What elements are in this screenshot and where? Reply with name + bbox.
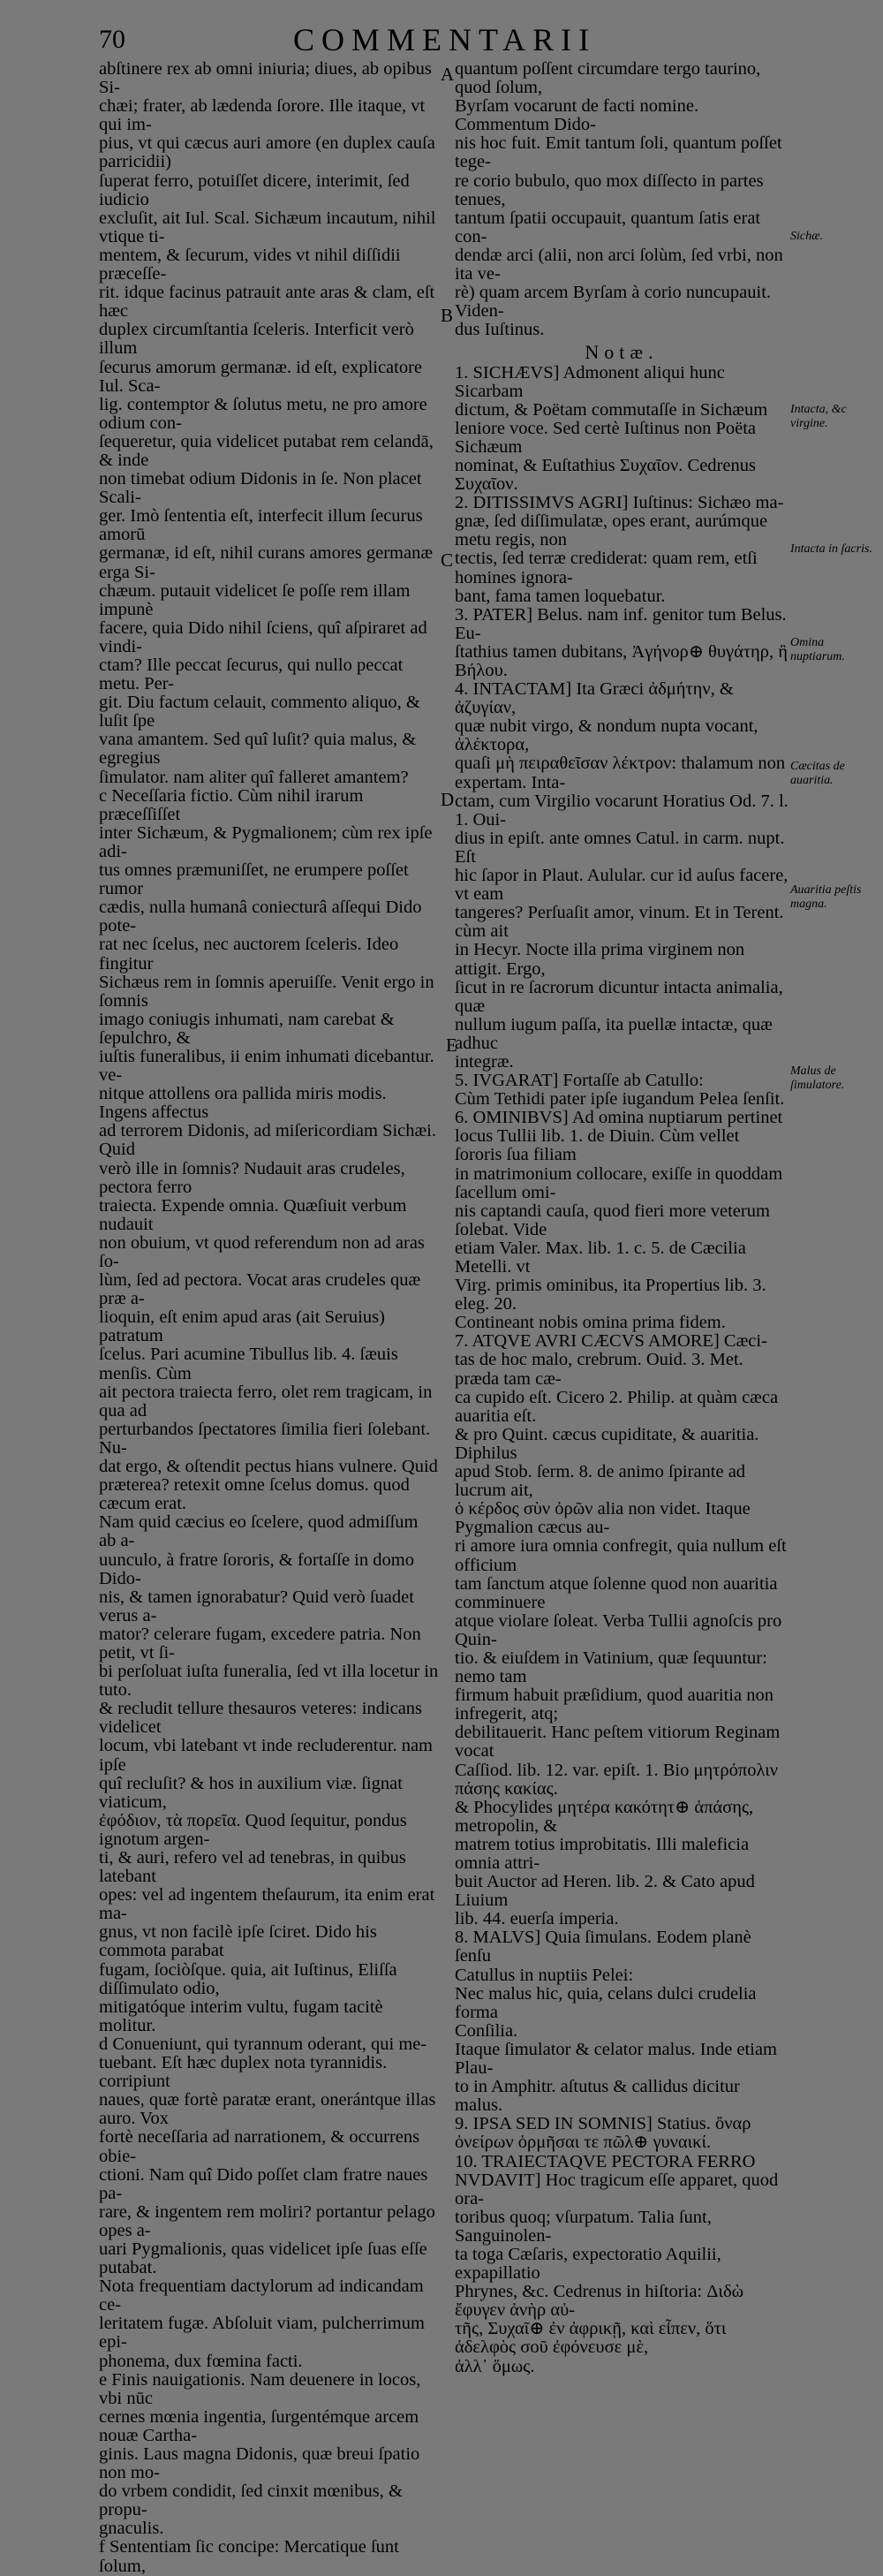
text-line: lioquin, eſt enim apud aras (ait Seruius) patratum: [99, 1307, 385, 1346]
note-line: Virg. primis ominibus, ita Propertius lib. 3. eleg. 20.: [455, 1276, 766, 1315]
text-line: lig. contemptor & ſolutus metu, ne pro amore odium con-: [99, 394, 427, 433]
notae-heading: Notæ.: [585, 341, 659, 364]
text-line: ger. Imò ſententia eſt, interfecit illum ſecurus amorū: [99, 506, 423, 545]
text-line: pius, vt qui cæcus auri amore (en duplex cauſa parricidii): [99, 133, 435, 172]
note-line: in matrimonium collocare, exiſſe in quoddam ſacellum omi-: [455, 1163, 783, 1202]
note-line: ὀνείρων ὁρμῆσαι τε πῶλ⊕ γυναικί.: [455, 2133, 712, 2153]
text-line: iuſtis funeralibus, ii enim inhumati dicebantur. ve-: [99, 1046, 434, 1086]
section-marker: E: [446, 1034, 457, 1056]
margin-note: Malus de ſimulatore.: [790, 1064, 845, 1092]
text-line: chæum. putauit videlicet ſe poſſe rem illam impunè: [99, 580, 411, 619]
note-line: Itaque ſimulator & celator malus. Inde etiam Plau-: [455, 2039, 777, 2079]
text-line: git. Diu factum celauit, commento aliquo, & luſit ſpe: [99, 693, 420, 731]
text-line: nitque attollens ora pallida miris modis. Ingens affectus: [99, 1084, 387, 1123]
text-line: tantum ſpatii occupauit, quantum ſatis erat con-: [455, 208, 761, 246]
note-line: nullum iugum paſſa, ita puellæ intactæ, quæ adhuc: [455, 1014, 773, 1053]
text-line: non timebat odium Didonis in ſe. Non placet Scali-: [99, 469, 422, 508]
text-line: re corio bubulo, quo mox diſſecto in partes tenues,: [455, 170, 764, 209]
text-line: dat ergo, & oſtendit pectus hians vulnere. Quid: [99, 1457, 438, 1477]
note-line: ſicut in re ſacrorum dicuntur intacta animalia, quæ: [455, 977, 783, 1016]
note-line: ἀλλ᾽ ὅμως.: [455, 2356, 535, 2376]
text-line: tuebant. Eſt hæc duplex nota tyrannidis. corripiunt: [99, 2053, 388, 2092]
text-line: gnaculis.: [99, 2519, 164, 2539]
text-line: do vrbem condidit, ſed cinxit mœnibus, & propu-: [99, 2481, 403, 2520]
text-line: mentem, & ſecurum, vides vt nihil diſſidii præceſſe-: [99, 245, 401, 284]
text-line: cernes mœnia ingentia, ſurgentémque arcem nouæ Cartha-: [99, 2406, 419, 2445]
text-line: ctam? Ille peccat ſecurus, qui nullo peccat metu. Per-: [99, 655, 404, 694]
text-line: ſequeretur, quia videlicet putabat rem celandā, & inde: [99, 431, 434, 470]
note-line: ctam, cum Virgilio vocarunt Horatius Od. 7. l. 1. Oui-: [455, 791, 789, 830]
text-line: leritatem fugæ. Abſoluit viam, pulcherrimum epi-: [99, 2314, 425, 2352]
note-line: Conſilia.: [455, 2020, 518, 2041]
note-line: firmum habuit præſidium, quod auaritia non infregerit, atq;: [455, 1686, 774, 1724]
text-line: mitigatóque interim vultu, fugam tacitè molitur.: [99, 1996, 383, 2035]
text-line: ait pectora traiecta ferro, olet rem tragicam, in qua ad: [99, 1382, 433, 1421]
note-line: leniore voce. Sed certè Iuſtinus non Poëta Sichæum: [455, 418, 756, 457]
text-line: ginis. Laus magna Didonis, quæ breui ſpatio non mo-: [99, 2444, 420, 2483]
text-line: bi perſoluat iuſta funeralia, ſed vt illa locetur in tuto.: [99, 1662, 439, 1701]
note-line: quaſi μὴ πειραθεῖσαν λέκτρον: thalamum non expertam. Inta-: [455, 754, 786, 792]
text-line: perturbandos ſpectatores ſimilia fieri ſolebant. Nu-: [99, 1419, 431, 1458]
text-line: dus Iuſtinus.: [455, 320, 545, 340]
text-line: fugam, ſociòſque. quia, ait Iuſtinus, Eliſſa diſſimulato odio,: [99, 1959, 397, 1998]
page-number: 70: [99, 25, 125, 54]
note-line: tam ſanctum atque ſolenne quod non auaritia comminuere: [455, 1573, 778, 1612]
margin-note: Intacta, &c virgine.: [790, 403, 847, 430]
note-line: tangeres? Perſuaſit amor, vinum. Et in Terent. cùm ait: [455, 903, 784, 942]
margin-note: Auaritia peſtis magna.: [790, 883, 862, 911]
running-head: COMMENTARII: [293, 22, 597, 57]
note-line: ta toga Cæſaris, expectoratio Aquilii, expapillatio: [455, 2244, 721, 2284]
text-line: & recludit tellure thesauros veteres: indicans videlicet: [99, 1699, 423, 1738]
text-line: facere, quia Dido nihil ſciens, quî aſpiraret ad vindi-: [99, 617, 427, 656]
note-line: in Hecyr. Nocte illa prima virginem non attigit. Ergo,: [455, 940, 745, 979]
note-line: 1. SICHÆVS] Admonent aliqui hunc Sicarbam: [455, 362, 725, 401]
margin-note: Intacta in ſacris.: [790, 542, 872, 556]
text-line: abſtinere rex ab omni iniuria; diues, ab opibus Si-: [99, 59, 432, 98]
text-line: Nota frequentiam dactylorum ad indicandam ce-: [99, 2277, 424, 2315]
note-line: integræ.: [455, 1051, 514, 1072]
text-line: lùm, ſed ad pectora. Vocat aras crudeles quæ præ a-: [99, 1270, 421, 1309]
text-line: nis hoc fuit. Emit tantum ſoli, quantum poſſet tege-: [455, 133, 782, 172]
text-line: fortè neceſſaria ad narrationem, & occurrens obie-: [99, 2127, 420, 2166]
note-line: nis captandi cauſa, quod fieri more veterum ſolebat. Vide: [455, 1201, 770, 1239]
note-line: 9. IPSA SED IN SOMNIS] Statius. ὄναρ: [455, 2114, 751, 2134]
note-line: τῆς, Συχαῖ⊕ ἐν ἀφρικῇ, καὶ εἶπεν, ὅτι ἀδελφὸς σοῦ ἐφόνευσε μὲ,: [455, 2319, 727, 2358]
note-line: & Phocylides μητέρα κακότητ⊕ ἁπάσης, metropolin, &: [455, 1797, 754, 1836]
note-line: debilitauerit. Hanc peſtem vitiorum Reginam vocat: [455, 1723, 781, 1762]
note-line: ὁ κέρδος σὺν ὀρῶν alia non videt. Itaque Pygmalion cæcus au-: [455, 1499, 751, 1538]
note-line: gnæ, ſed diſſimulatæ, opes erant, aurúmque metu regis, non: [455, 511, 768, 550]
margin-note: Omina nuptiarum.: [790, 636, 845, 663]
margin-note: Cæcitas de auaritia.: [790, 760, 845, 787]
note-line: 2. DITISSIMVS AGRI] Iuſtinus: Sichæo ma-: [455, 493, 784, 513]
text-line: uari Pygmalionis, quas videlicet ipſe ſuas eſſe putabat.: [99, 2239, 427, 2278]
text-line: cædis, nulla humanâ coniecturâ aſſequi Dido pote-: [99, 898, 422, 936]
section-marker: D: [441, 789, 455, 810]
text-line: inter Sichæum, & Pygmalionem; cùm rex ipſe adi-: [99, 822, 433, 861]
right-column: [455, 60, 789, 2376]
note-line: ri amore iura omnia confregit, quia nullum eſt officium: [455, 1536, 787, 1575]
text-line: locum, vbi latebant vt inde recluderentur. nam ipſe: [99, 1736, 433, 1775]
note-line: atque violare ſoleat. Verba Tullii agnoſcis pro Quin-: [455, 1610, 782, 1649]
note-line: to in Amphitr. aſtutus & callidus dicitur malus.: [455, 2077, 740, 2116]
text-line: non obuium, vt quod referendum non ad aras ſo-: [99, 1232, 425, 1271]
text-line: ſimulator. nam aliter quî falleret amantem?: [99, 767, 409, 787]
left-column: [99, 60, 439, 2576]
text-line: mator? celerare fugam, excedere patria. Non petit, vt ſi-: [99, 1624, 421, 1663]
note-line: quæ nubit virgo, & nondum nupta vocant, ἀλέκτορα,: [455, 716, 758, 755]
text-line: ad terrorem Didonis, ad miſericordiam Sichæi. Quid: [99, 1121, 437, 1160]
note-line: buit Auctor ad Heren. lib. 2. & Cato apud Liuium: [455, 1872, 755, 1911]
text-line: tus omnes præmuniſſet, ne erumpere poſſet rumor: [99, 860, 409, 899]
note-line: matrem totius improbitatis. Illi maleficia omnia attri-: [455, 1834, 750, 1873]
note-line: Nec malus hic, quia, celans dulci crudelia forma: [455, 1983, 757, 2022]
text-line: ſcelus. Pari acumine Tibullus lib. 4. ſæuis menſis. Cùm: [99, 1345, 398, 1383]
note-line: NVDAVIT] Hoc tragicum eſſe apparet, quod ora-: [455, 2170, 779, 2209]
note-line: dictum, & Poëtam commutaſſe in Sichæum: [455, 399, 768, 420]
text-line: uunculo, à fratre ſororis, & fortaſſe in domo Dido-: [99, 1549, 414, 1588]
text-line: quî recluſit? & hos in auxilium viæ. ſignat viaticum,: [99, 1773, 403, 1812]
note-line: Catullus in nuptiis Pelei:: [455, 1965, 634, 1985]
text-line: phonema, dux fœmina facti.: [99, 2351, 303, 2371]
note-line: ſtathius tamen dubitans, Ἀγήνορ⊕ θυγάτηρ, ἢ Βήλου.: [455, 641, 788, 680]
note-line: apud Stob. ſerm. 8. de animo ſpirante ad lucrum ait,: [455, 1462, 746, 1501]
text-line: Sichæus rem in ſomnis aperuiſſe. Venit ergo in ſomnis: [99, 972, 434, 1011]
text-line: rat nec ſcelus, nec auctorem ſceleris. Ideo fingitur: [99, 935, 399, 974]
note-line: & pro Quint. cæcus cupiditate, & auaritia. Diphilus: [455, 1424, 759, 1463]
note-line: tio. & eiuſdem in Vatinium, quæ ſequuntur: nemo tam: [455, 1648, 767, 1687]
note-line: Cùm Tethidi pater ipſe iugandum Pelea ſenſit.: [455, 1089, 785, 1110]
note-line: tectis, ſed terræ crediderat: quam rem, etſi homines ignora-: [455, 549, 758, 587]
text-line: duplex circumſtantia ſceleris. Interficit verò illum: [99, 320, 414, 359]
text-line: imago coniugis inhumati, nam carebat & ſepulchro, &: [99, 1009, 395, 1048]
note-line: 7. ATQVE AVRI CÆCVS AMORE] Cæci-: [455, 1331, 767, 1352]
note-line: locus Tullii lib. 1. de Diuin. Cùm vellet ſororis ſua filiam: [455, 1126, 740, 1165]
text-line: naues, quæ fortè paratæ erant, onerántque illas auro. Vox: [99, 2090, 436, 2129]
text-line: ſecurus amorum germanæ. id eſt, explicatore Iul. Sca-: [99, 357, 423, 396]
text-line: nis, & tamen ignorabatur? Quid verò ſuadet verus a-: [99, 1587, 414, 1625]
text-line: ctioni. Nam quî Dido poſſet clam fratre naues pa-: [99, 2164, 428, 2203]
section-marker: A: [441, 64, 455, 85]
text-line: excluſit, ait Iul. Scal. Sichæum incautum, nihil vtique ti-: [99, 208, 436, 246]
text-line: germanæ, id eſt, nihil curans amores germanæ erga Si-: [99, 543, 434, 582]
text-line: dendæ arci (alii, non arci ſolùm, ſed vrbi, non ita ve-: [455, 245, 783, 284]
text-line: ἐφόδιον, τὰ πορεῖα. Quod ſequitur, pondus ignotum argen-: [99, 1810, 407, 1849]
note-line: tas de hoc malo, crebrum. Ouid. 3. Met. præda tam cæ-: [455, 1350, 743, 1389]
text-line: f Sententiam ſic concipe: Mercatique ſunt ſolum,: [99, 2537, 399, 2576]
note-line: dius in epiſt. ante omnes Catul. in carm. nupt. Eſt: [455, 828, 785, 867]
note-line: 10. TRAIECTAQVE PECTORA FERRO: [455, 2151, 756, 2171]
text-line: quantum poſſent circumdare tergo taurino, quod ſolum,: [455, 59, 761, 98]
text-line: d Conueniunt, qui tyrannum oderant, qui me-: [99, 2034, 427, 2054]
section-marker: B: [441, 305, 454, 326]
text-line: Nam quid cæcius eo ſcelere, quod admiſſum ab a-: [99, 1512, 419, 1551]
text-line: gnus, vt non facilè ipſe ſciret. Dido his commota parabat: [99, 1922, 377, 1961]
note-line: 4. INTACTAM] Ita Græci ἀδμήτην, & ἀζυγίαν,: [455, 679, 734, 718]
section-marker: C: [441, 549, 454, 571]
note-line: hic ſapor in Plaut. Aulular. cur id auſus facere, vt eam: [455, 866, 789, 905]
text-line: chæi; frater, ab lædenda ſorore. Ille itaque, vt qui im-: [99, 96, 426, 135]
note-line: 5. IVGARAT] Fortaſſe ab Catullo:: [455, 1071, 704, 1091]
margin-note: Sichæ.: [790, 230, 823, 243]
note-line: toribus quoq; vſurpatum. Talia ſunt, Sanguinolen-: [455, 2207, 712, 2246]
note-line: 8. MALVS] Quia ſimulans. Eodem planè ſenſu: [455, 1928, 751, 1966]
note-line: Phrynes, &c. Cedrenus in hiſtoria: Διδὼ ἔφυγεν ἀνὴρ αὐ-: [455, 2282, 744, 2321]
note-line: nominat, & Euſtathius Συχαῖον. Cedrenus Συχαῖον.: [455, 455, 756, 495]
note-line: ca cupido eſt. Cicero 2. Philip. at quàm cæca auaritia eſt.: [455, 1387, 779, 1426]
note-line: etiam Valer. Max. lib. 1. c. 5. de Cæcilia Metelli. vt: [455, 1238, 746, 1277]
text-line: ti, & auri, refero vel ad tenebras, in quibus latebant: [99, 1848, 406, 1887]
text-line: c Neceſſaria fictio. Cùm nihil irarum præceſſiſſet: [99, 785, 364, 824]
text-line: e Finis nauigationis. Nam deuenere in locos, vbi nūc: [99, 2369, 421, 2408]
text-line: rè) quam arcem Byrſam à corio nuncupauit. Viden-: [455, 283, 772, 322]
note-line: 3. PATER] Belus. nam inf. genitor tum Belus. Eu-: [455, 604, 787, 643]
note-line: Caſſiod. lib. 12. var. epiſt. 1. Bio μητρόπολιν πάσης κακίας.: [455, 1760, 778, 1799]
text-line: traiecta. Expende omnia. Quæſiuit verbum nudauit: [99, 1195, 407, 1234]
note-line: lib. 44. euerſa imperia.: [455, 1909, 619, 1929]
text-line: rare, & ingentem rem moliri? portantur pelago opes a-: [99, 2201, 435, 2240]
text-line: Byrſam vocarunt de facti nomine. Commentum Dido-: [455, 96, 699, 135]
note-line: bant, fama tamen loquebatur.: [455, 586, 666, 606]
text-line: opes: vel ad ingentem theſaurum, ita enim erat ma-: [99, 1885, 435, 1924]
note-line: 6. OMINIBVS] Ad omina nuptiarum pertinet: [455, 1108, 783, 1128]
text-line: vana amantem. Sed quî luſit? quia malus, & egregius: [99, 730, 417, 769]
note-line: Contineant nobis omina prima fidem.: [455, 1313, 726, 1333]
text-line: ſuperat ferro, potuiſſet dicere, interimit, ſed iudicio: [99, 170, 410, 209]
text-line: rit. idque facinus patrauit ante aras & clam, eſt hæc: [99, 283, 435, 322]
text-line: præterea? retexit omne ſcelus domus. quod cæcum erat.: [99, 1475, 410, 1514]
text-line: verò ille in ſomnis? Nudauit aras crudeles, pectora ferro: [99, 1158, 405, 1197]
